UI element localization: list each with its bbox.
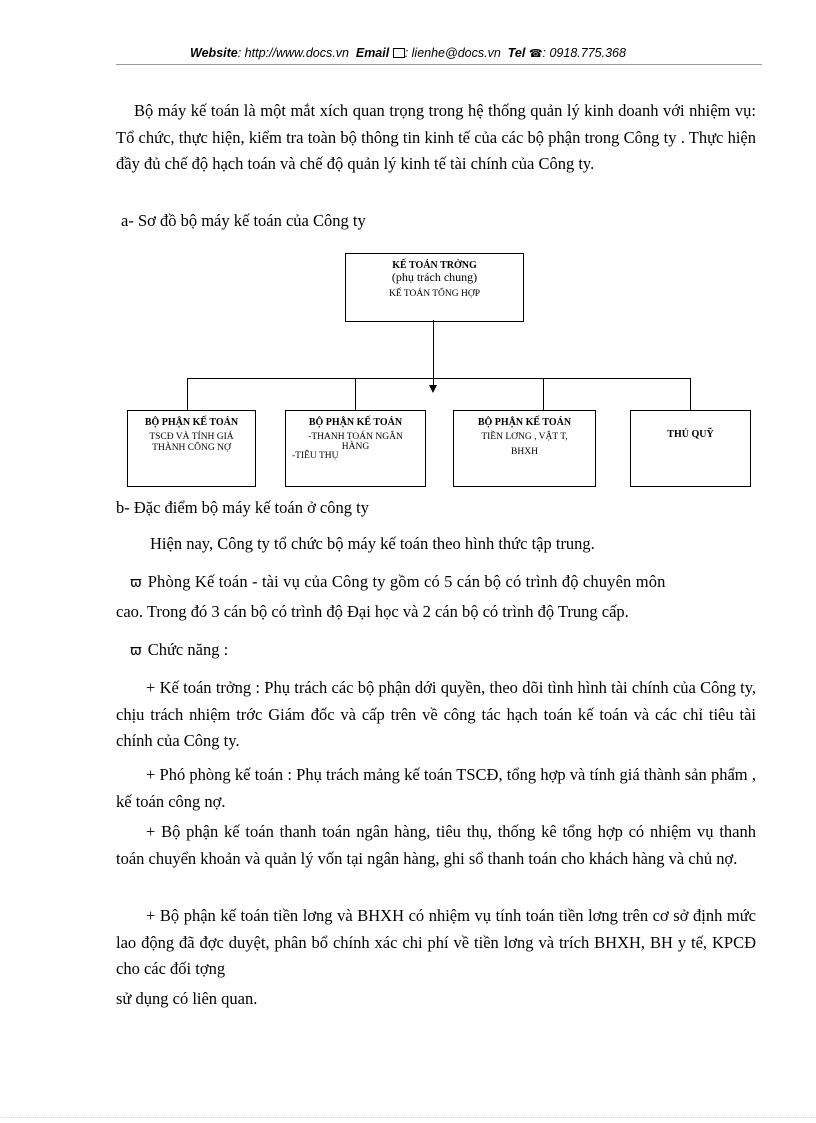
treasurer-box	[630, 410, 751, 487]
phone-icon: ☎	[528, 48, 543, 60]
bank-paragraph: + Bộ phận kế toán thanh toán ngân hàng, tiêu thụ, thống kê tổng hợp có nhiệm vụ thanh toán chuyển khoản và quản lý vốn tại ngân hàng, ghi sổ thanh toán cho khách hàng và chủ nợ.	[116, 822, 756, 868]
arrow-down	[429, 385, 437, 393]
department-text1: Phòng Kế toán - tài vụ của Công ty gồm có 5 cán bộ có trình độ chuyên môn	[147, 572, 666, 591]
connector-main	[433, 320, 434, 385]
section-a-heading: a- Sơ đồ bộ máy kế toán của Công ty	[121, 211, 366, 230]
connector-1	[187, 378, 188, 410]
box3-title: BỘ PHẬN KẾ TOÁN	[477, 417, 572, 428]
salary-paragraph-end: sử dụng có liên quan.	[116, 989, 258, 1008]
box2-line2: HÀNG	[341, 442, 370, 452]
fixed-assets-box	[127, 410, 256, 487]
intro-paragraph: Bộ máy kế toán là một mắt xích quan trọng trong hệ thống quản lý kinh doanh với nhiệm vụ: Tổ chức, thực hiện, kiểm tra toàn bộ thông tin kinh tế của các bộ phận trong Công ty . Thực hiện đầy đủ chế độ hạch toán và chế độ quản lý kinh tế tài chính của Công ty.	[116, 101, 756, 173]
website-label: Website	[190, 46, 238, 60]
footer-dotted-line	[0, 1117, 816, 1118]
section-b-heading: b- Đặc điểm bộ máy kế toán ở công ty	[116, 498, 369, 517]
box1-line2: THÀNH CÔNG NỢ	[152, 443, 231, 453]
connector-2	[355, 378, 356, 410]
bank-payment-box	[285, 410, 426, 487]
connector-4	[690, 378, 691, 410]
box3-line1: TIỀN LƠNG , VẬT T,	[481, 432, 568, 442]
department-line1	[130, 572, 666, 592]
connector-3	[543, 378, 544, 410]
page-header	[0, 46, 816, 60]
chief-accountant-paragraph: + Kế toán trởng : Phụ trách các bộ phận dới quyền, theo dõi tình hình tài chính của Công ty, chịu trách nhiệm trớc Giám đốc và cấp trên về công tác hạch toán kế toán và các chỉ tiêu tài chính của Công ty.	[116, 678, 756, 750]
chief-sub2: KẾ TOÁN TỔNG HỢP	[388, 289, 481, 299]
functions-label: Chức năng :	[147, 640, 229, 659]
functions-heading	[130, 640, 228, 660]
chief-sub1: (phụ trách chung)	[391, 270, 478, 284]
header-rule	[116, 64, 762, 65]
email-value: : lienhe@docs.vn	[404, 46, 501, 60]
envelope-icon	[393, 48, 405, 58]
box1-title: BỘ PHẬN KẾ TOÁN	[144, 417, 239, 428]
chief-title: KẾ TOÁN TRỞNG	[392, 260, 477, 271]
salary-paragraph: + Bộ phận kế toán tiền lơng và BHXH có nhiệm vụ tính toán tiền lơng trên cơ sở định mức lao động đã đợc duyệt, phân bổ chính xác chi phí về tiền lơng và trích BHXH, BH y tế, KPCĐ cho các đối tợng	[116, 906, 756, 978]
tel-value: : 0918.775.368	[542, 46, 626, 60]
current-organization-text: Hiện nay, Công ty tổ chức bộ máy kế toán theo hình thức tập trung.	[150, 534, 595, 553]
salary-box	[453, 410, 596, 487]
bullet-icon: ϖ	[130, 643, 142, 659]
tel-label: Tel	[507, 46, 526, 60]
connector-horizontal	[187, 378, 690, 379]
deputy-paragraph: + Phó phòng kế toán : Phụ trách mảng kế toán TSCĐ, tổng hợp và tính giá thành sản phẩm , kế toán công nợ.	[116, 765, 756, 811]
box2-line1: -THANH TOÁN NGÂN	[308, 432, 403, 442]
box2-line3: -TIÊU THỤ	[292, 451, 339, 461]
department-line2: cao. Trong đó 3 cán bộ có trình độ Đại học và 2 cán bộ có trình độ Trung cấp.	[116, 602, 629, 621]
box1-line1: TSCĐ VÀ TÍNH GIÁ	[149, 432, 234, 442]
box3-line2: BHXH	[511, 447, 538, 457]
box2-title: BỘ PHẬN KẾ TOÁN	[308, 417, 403, 428]
box4-title: THỦ QUỸ	[667, 429, 714, 440]
chief-accountant-box	[345, 253, 524, 322]
bullet-icon: ϖ	[130, 575, 142, 591]
website-value: : http://www.docs.vn	[237, 46, 349, 60]
email-label: Email	[355, 46, 390, 60]
